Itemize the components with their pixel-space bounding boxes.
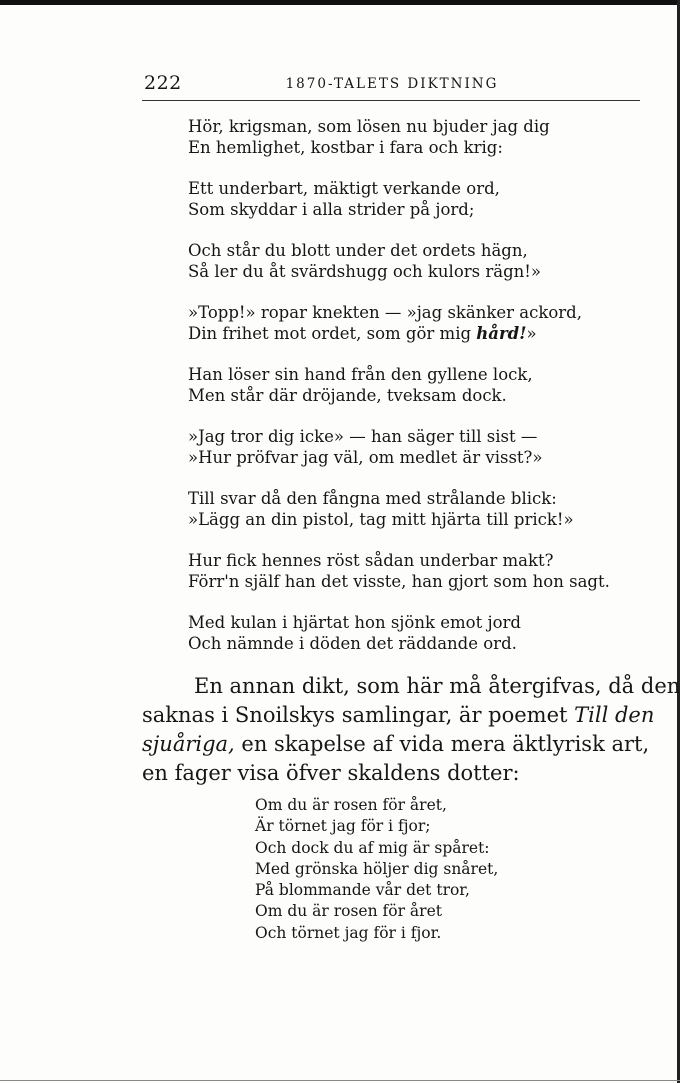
stanza (188, 240, 608, 282)
paragraph-text: saknas i Snoilskys samlingar, är poemet (142, 703, 575, 727)
verse-line: Så ler du åt svärdshugg och kulors rägn!» (188, 262, 541, 281)
verse-line: Ett underbart, mäktigt verkande ord, (188, 179, 500, 198)
verse-line: På blommande vår det tror, (255, 881, 470, 900)
verse-line: En hemlighet, kostbar i fara och krig: (188, 138, 503, 157)
verse-line: Men står där dröjande, tveksam dock. (188, 386, 507, 405)
verse-line: Förr'n själf han det visste, han gjort som hon sagt. (188, 572, 610, 591)
top-border (0, 0, 680, 5)
verse-line: »Jag tror dig icke» — han säger till sist — (188, 427, 538, 446)
verse-line: Och dock du af mig är spåret: (255, 838, 490, 857)
running-title: 1870-TALETS DIKTNING (285, 76, 499, 92)
verse-line: Till svar då den fångna med strålande blick: (188, 489, 557, 508)
verse-line: Om du är rosen för året (255, 902, 442, 921)
verse-line: Hör, krigsman, som lösen nu bjuder jag dig (188, 117, 550, 136)
paragraph-line (142, 701, 655, 730)
stanza (188, 116, 608, 158)
verse-line: Med grönska höljer dig snåret, (255, 859, 499, 878)
stanza (188, 302, 608, 344)
poem-second (255, 795, 555, 944)
stanza (188, 364, 608, 406)
paragraph-line: en fager visa öfver skaldens dotter: (142, 761, 520, 785)
verse-line: »Lägg an din pistol, tag mitt hjärta till prick!» (188, 510, 574, 529)
paragraph-line (142, 730, 650, 759)
page-header (144, 72, 640, 102)
page-number: 222 (144, 72, 182, 94)
stanza (188, 550, 608, 592)
verse-line: Är törnet jag för i fjor; (255, 817, 431, 836)
header-rule (142, 100, 640, 101)
verse-line: Han löser sin hand från den gyllene lock, (188, 365, 533, 384)
verse-line: Och törnet jag för i fjor. (255, 923, 442, 942)
stanza (188, 488, 608, 530)
closing-quote: » (526, 324, 537, 343)
bottom-border (0, 1080, 680, 1081)
verse-line: Om du är rosen för året, (255, 796, 447, 814)
body-paragraph (142, 672, 680, 788)
verse-text: Din frihet mot ordet, som gör mig (188, 324, 477, 343)
verse-line: »Hur pröfvar jag väl, om medlet är visst?» (188, 448, 543, 467)
verse-line: Och står du blott under det ordets hägn, (188, 241, 528, 260)
paragraph-line: En annan dikt, som här må återgifvas, då den (194, 674, 680, 698)
poem-title-italic: sjuåriga, (142, 732, 235, 756)
paragraph-text: en skapelse af vida mera äktlyrisk art, (234, 732, 650, 756)
verse-line: Hur fick hennes röst sådan underbar makt? (188, 551, 554, 570)
verse-line: Som skyddar i alla strider på jord; (188, 200, 475, 219)
verse-line: Med kulan i hjärtat hon sjönk emot jord (188, 613, 521, 632)
emphasized-word: hård! (476, 324, 527, 343)
stanza (188, 612, 608, 654)
verse-line (188, 323, 608, 344)
stanza (188, 426, 608, 468)
verse-line: Och nämnde i döden det räddande ord. (188, 634, 517, 653)
poem-first (188, 116, 608, 674)
stanza (188, 178, 608, 220)
poem-title-italic: Till den (574, 703, 655, 727)
verse-line: »Topp!» ropar knekten — »jag skänker ackord, (188, 303, 582, 322)
